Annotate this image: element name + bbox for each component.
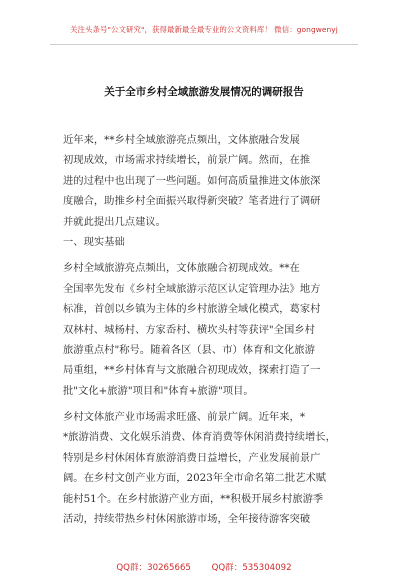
text-line: 度融合，助推乡村全面振兴取得新突破？笔者进行了调研	[63, 195, 321, 208]
text-line: 并就此提出几点建议。	[63, 215, 166, 228]
qq-group-1: QQ群：30265665	[116, 563, 191, 573]
qq-group-2: QQ群：535304092	[211, 563, 292, 573]
text-line: 特别是乡村休闲体育旅游消费日益增长，产业发展前景广	[63, 451, 321, 464]
text-line: 近年来，**乡村全域旅游亮点频出，文体旅融合发展	[63, 134, 300, 146]
text-line: 全国率先发布《乡村全域旅游示范区认定管理办法》地方	[63, 282, 321, 295]
footer-contacts	[0, 561, 408, 573]
paragraph-foundation	[63, 258, 346, 401]
text-line: 标准，首创以乡镇为主体的乡村旅游全域化模式，葛家村	[63, 303, 321, 316]
header-divider	[50, 44, 358, 45]
text-line: 批"文化+旅游"项目和"体育+旅游"项目。	[63, 384, 254, 397]
text-line: 进的过程中也出现了一些问题。如何高质量推进文体旅深	[63, 174, 321, 187]
text-line: 旅游重点村"称号。随着各区（县、市）体育和文化旅游	[63, 343, 315, 356]
text-line: 初现成效，市场需求持续增长，前景广阔。然而，在推	[63, 154, 311, 167]
text-line: 能村51个。在乡村旅游产业方面，**积极开展乡村旅游季	[63, 492, 324, 505]
text-line: 乡村全域旅游亮点频出，文体旅融合初现成效。**在	[63, 262, 300, 275]
document-body	[63, 130, 346, 529]
text-line: 阔。在乡村文创产业方面，2023年全市命名第二批艺术赋	[63, 472, 327, 485]
text-line: *旅游消费、文化娱乐消费、体育消费等休闲消费持续增长，	[63, 431, 336, 444]
document-title: 关于全市乡村全域旅游发展情况的调研报告	[104, 86, 304, 98]
text-line: 局重组，**乡村体育与文旅融合初现成效，探索打造了一	[63, 364, 321, 377]
text-line: 活动，持续带热乡村休闲旅游市场，全年接待游客突破	[63, 513, 311, 526]
text-line: 乡村文体旅产业市场需求旺盛、前景广阔。近年来，*	[63, 411, 305, 424]
paragraph-market	[63, 407, 346, 529]
text-line: 双林村、城杨村、方家岙村、横坎头村等获评"全国乡村	[63, 323, 315, 336]
section-heading: 一、现实基础	[63, 235, 125, 248]
header-banner: 关注头条号"公文研究"，获得最新最全最专业的公文资料库！ 微信：gongwenyj	[70, 25, 338, 34]
paragraph-intro	[63, 130, 346, 232]
